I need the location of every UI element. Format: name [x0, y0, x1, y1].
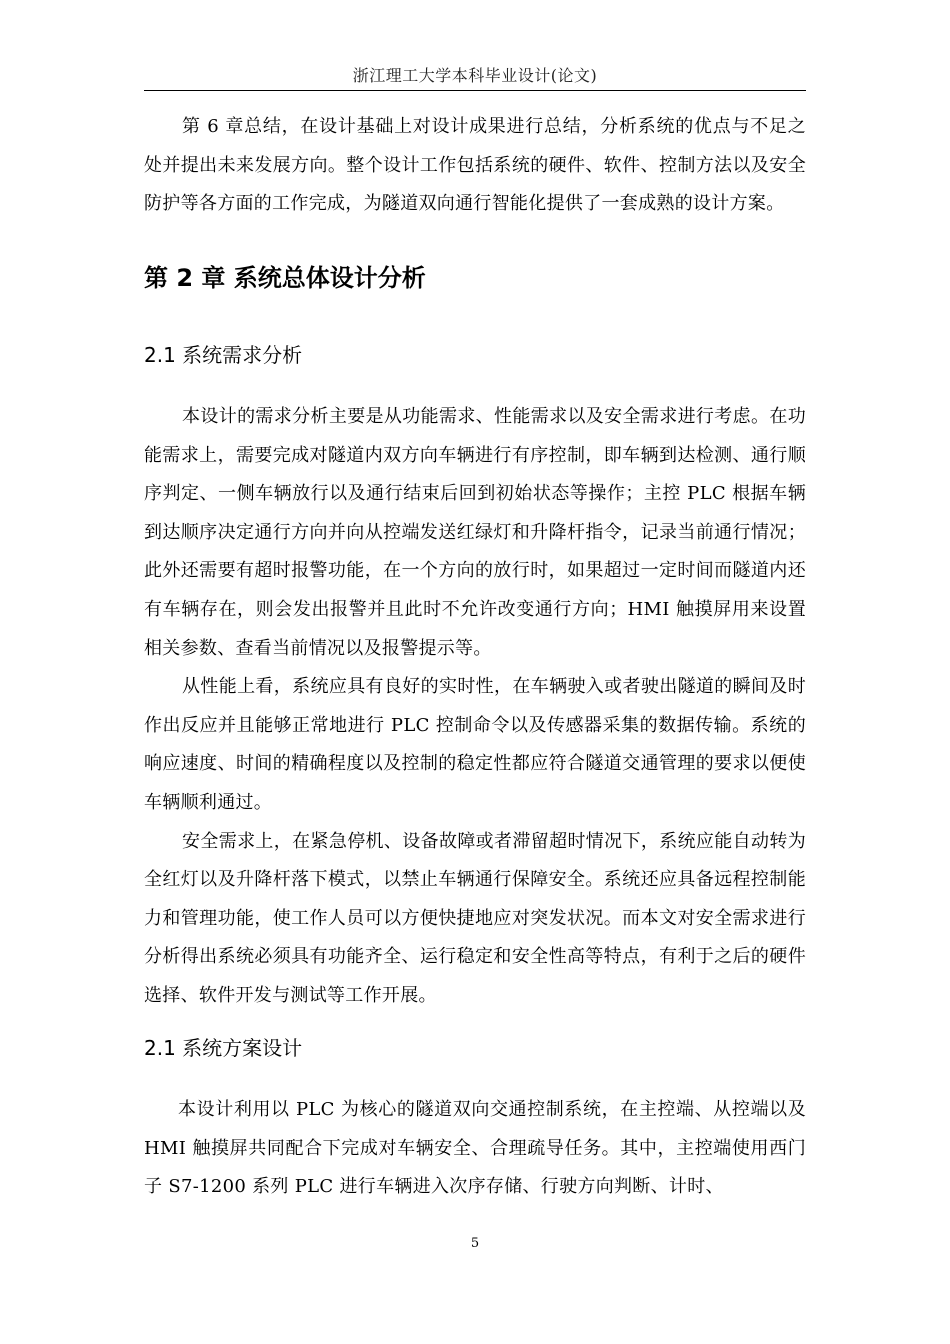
- page-number: 5: [470, 1236, 480, 1251]
- paragraph-scheme-design: 本设计利用以 PLC 为核心的隧道双向交通控制系统，在主控端、从控端以及 HMI 触摸屏共同配合下完成对车辆安全、合理疏导任务。其中，主控端使用西门子 S7-1200 系列 PLC 进行车辆进入次序存储、行驶方向判断、计时、: [144, 1099, 806, 1198]
- chapter-title: 第 2 章 系统总体设计分析: [144, 264, 426, 292]
- paragraph-functional-requirements: 本设计的需求分析主要是从功能需求、性能需求以及安全需求进行考虑。在功能需求上，需要完成对隧道内双方向车辆进行有序控制，即车辆到达检测、通行顺序判定、一侧车辆放行以及通行结束后回到初始状态等操作；主控 PLC 根据车辆到达顺序决定通行方向并向从控端发送红绿灯和升降杆指令，记录当前通行情况；此外还需要有超时报警功能，在一个方向的放行时，如果超过一定时间而隧道内还有车辆存在，则会发出报警并且此时不允许改变通行方向；HMI 触摸屏用来设置相关参数、查看当前情况以及报警提示等。: [144, 406, 806, 659]
- paragraph-safety-requirements: 安全需求上，在紧急停机、设备故障或者滞留超时情况下，系统应能自动转为全红灯以及升降杆落下模式，以禁止车辆通行保障安全。系统还应具备远程控制能力和管理功能，使工作人员可以方便快捷地应对突发状况。而本文对安全需求进行分析得出系统必须具有功能齐全、运行稳定和安全性高等特点，有利于之后的硬件选择、软件开发与测试等工作开展。: [144, 830, 806, 1006]
- scheme-design-body: [144, 1091, 806, 1207]
- header-rule: [144, 90, 806, 91]
- intro-block: [144, 108, 806, 224]
- paragraph-performance-requirements: 从性能上看，系统应具有良好的实时性，在车辆驶入或者驶出隧道的瞬间及时作出反应并且能够正常地进行 PLC 控制命令以及传感器采集的数据传输。系统的响应速度、时间的精确程度以及控制的稳定性都应符合隧道交通管理的要求以便使车辆顺利通过。: [144, 676, 806, 813]
- section-title-scheme-design: 2.1 系统方案设计: [144, 1036, 303, 1060]
- intro-paragraph: 第 6 章总结，在设计基础上对设计成果进行总结，分析系统的优点与不足之处并提出未来发展方向。整个设计工作包括系统的硬件、软件、控制方法以及安全防护等各方面的工作完成，为隧道双向通行智能化提供了一套成熟的设计方案。: [144, 116, 806, 215]
- requirements-body: [144, 398, 806, 1016]
- running-header: 浙江理工大学本科毕业设计(论文): [352, 66, 598, 85]
- section-title-requirements: 2.1 系统需求分析: [144, 343, 303, 367]
